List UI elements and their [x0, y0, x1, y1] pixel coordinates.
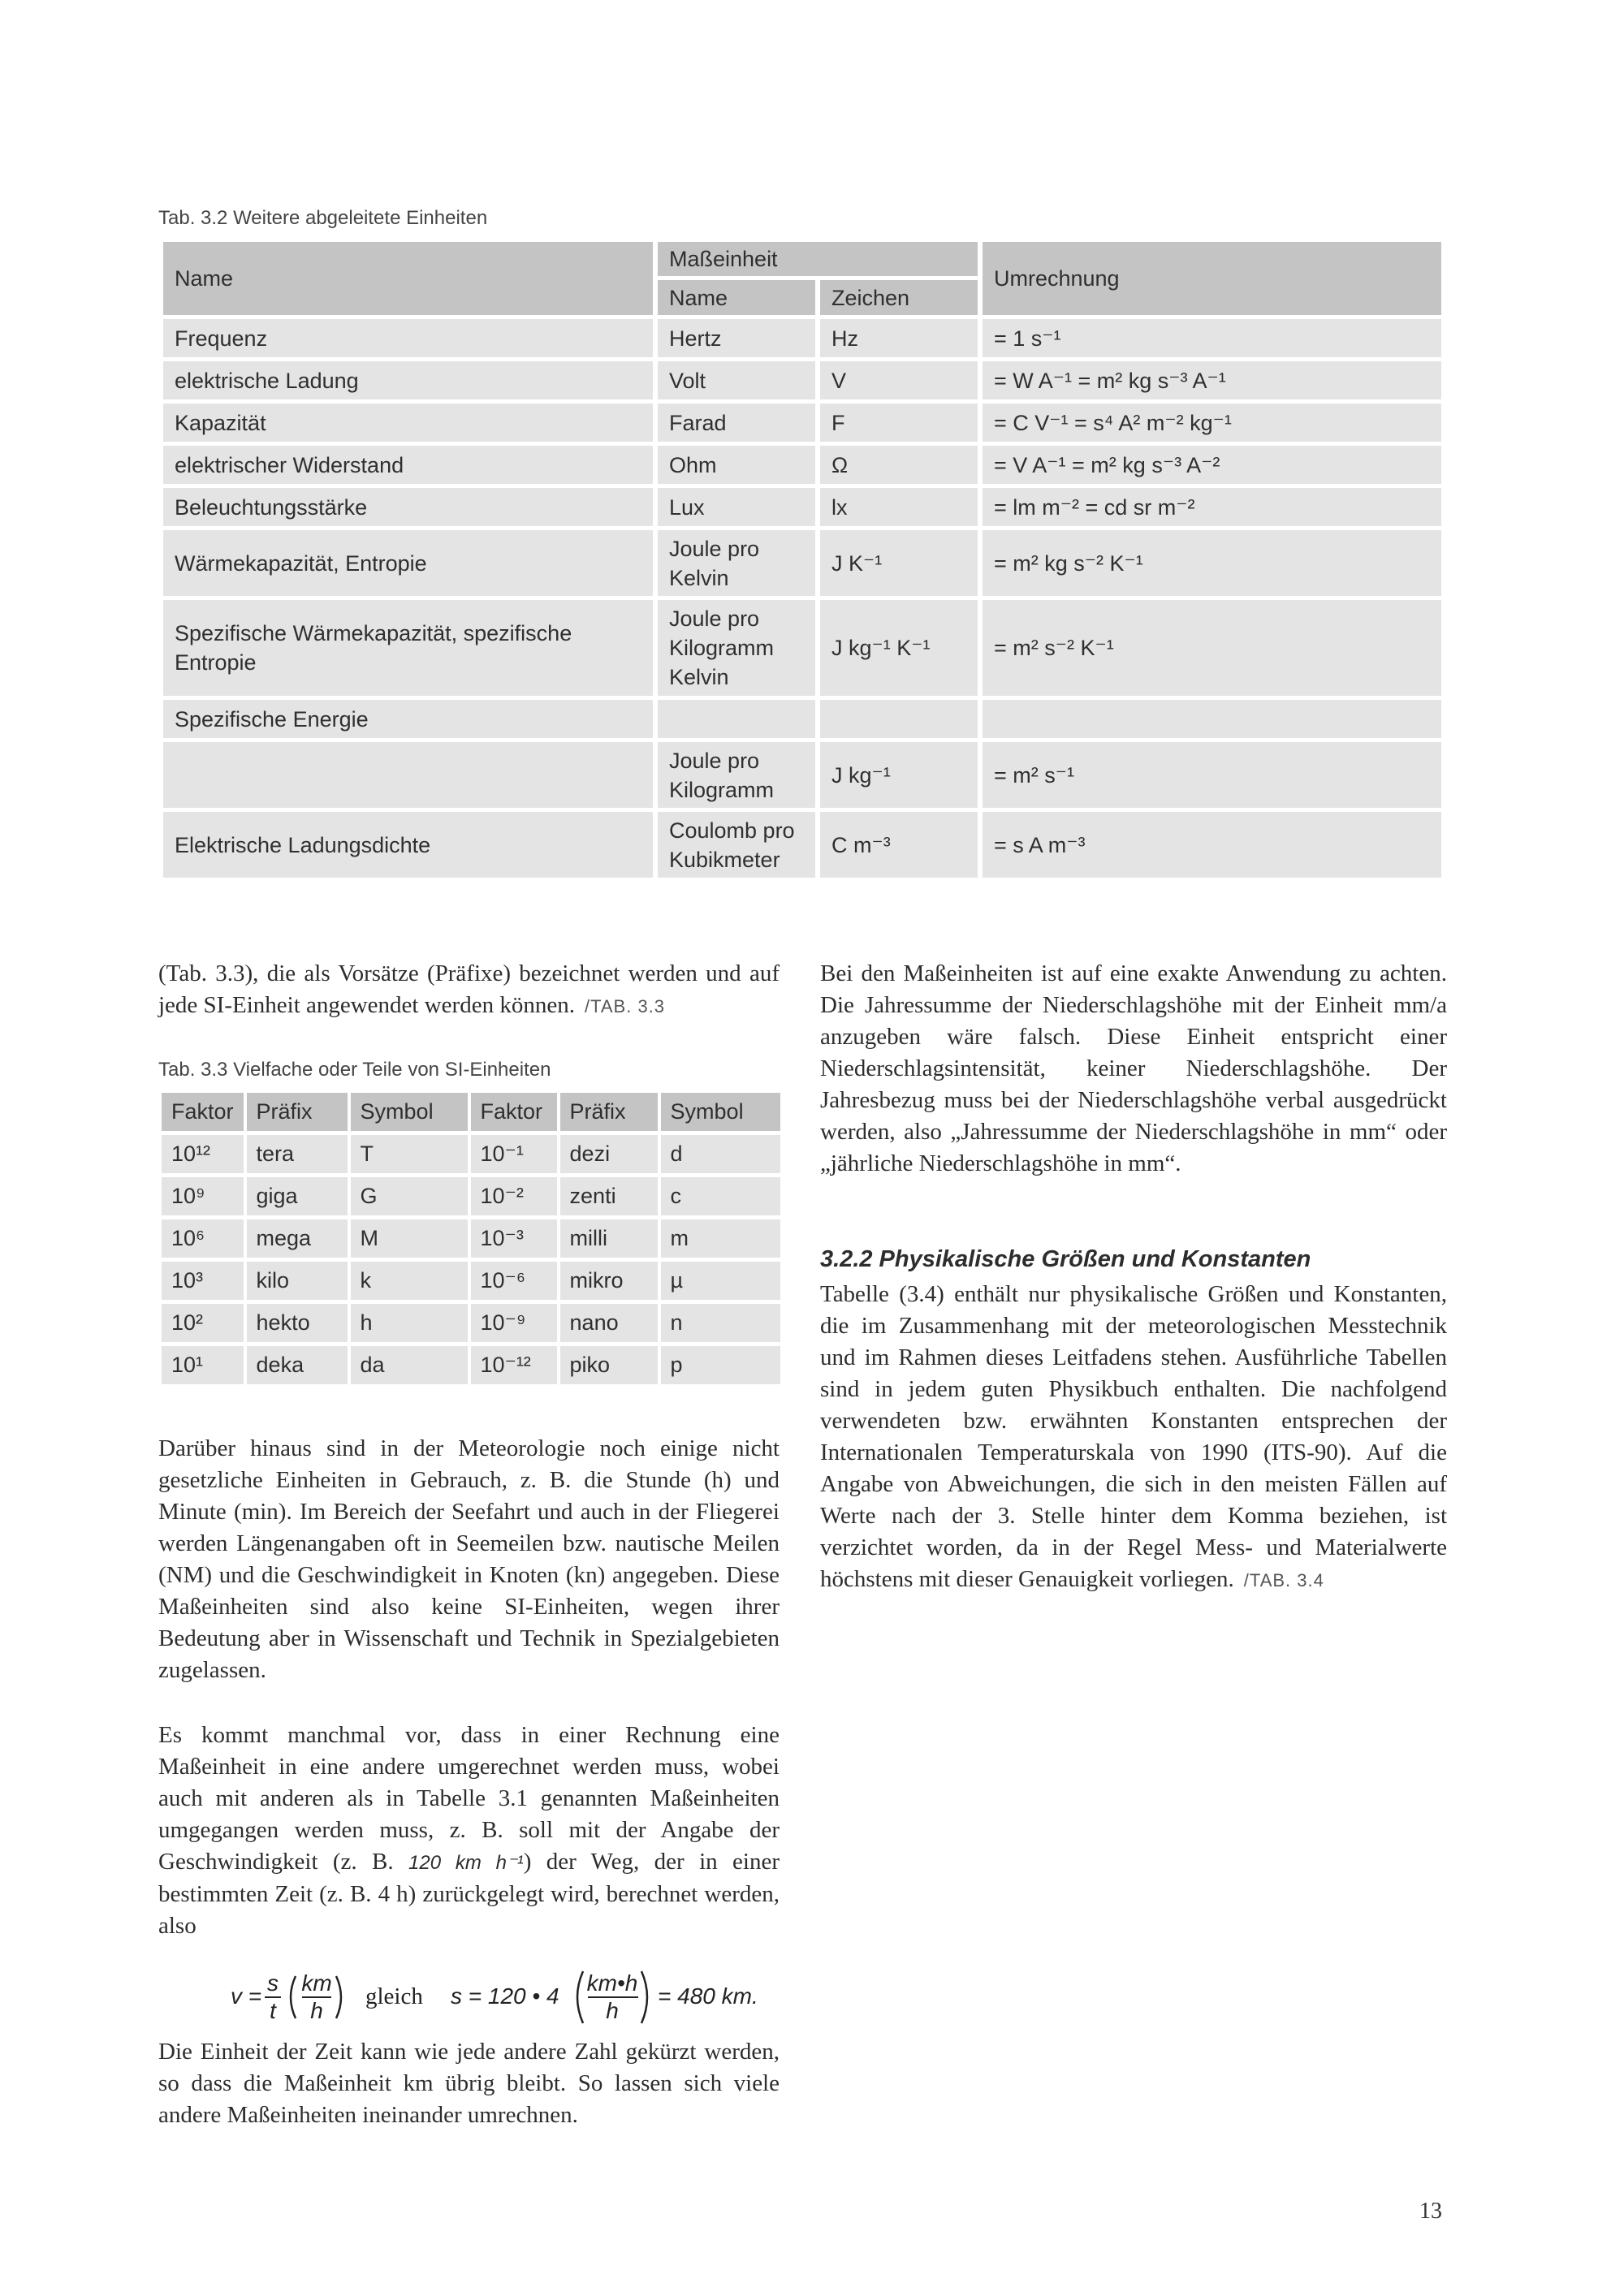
cell-prefix-2: nano	[560, 1304, 658, 1342]
cell-prefix: tera	[247, 1135, 348, 1173]
cell-conversion: = 1 s⁻¹	[983, 319, 1441, 357]
paragraph-conversion	[158, 1720, 780, 1942]
intro-text: (Tab. 3.3), die als Vorsätze (Präfixe) bezeichnet werden und auf jede SI-Einheit angewendet werden können.	[158, 960, 780, 1018]
formula	[227, 1963, 780, 2028]
cell-symbol-2: p	[661, 1346, 780, 1384]
cell-name: elektrische Ladung	[163, 361, 653, 399]
cell-prefix: kilo	[247, 1262, 348, 1300]
cell-name: Kapazität	[163, 404, 653, 442]
cell-symbol: J kg⁻¹ K⁻¹	[820, 600, 978, 696]
paragraph-precipitation: Bei den Maßeinheiten ist auf eine exakte Anwendung zu achten. Die Jahressumme der Niederschlagshöhe mit der Einheit mm/a anzugeben wäre falsch. Diese Einheit entspricht einer Niederschlagsintensität, keiner Niederschlagshöhe. Der Jahresbezug muss bei der Niederschlagshöhe verbal ausgedrückt werden, also „Jahressumme der Niederschlagshöhe in mm“ oder „jährliche Niederschlagshöhe in mm“.	[820, 960, 1447, 1176]
cell-conversion: = m² s⁻² K⁻¹	[983, 600, 1441, 696]
cell-conversion: = lm m⁻² = cd sr m⁻²	[983, 488, 1441, 526]
table-3-2-caption: Tab. 3.2 Weitere abgeleitete Einheiten	[158, 207, 488, 229]
cell-symbol: h	[351, 1304, 468, 1342]
cell-prefix-2: piko	[560, 1346, 658, 1384]
cell-symbol: lx	[820, 488, 978, 526]
paren-left	[291, 1976, 296, 2018]
cell-factor-2: 10⁻⁶	[471, 1262, 557, 1300]
cell-factor-2: 10⁻²	[471, 1177, 557, 1215]
cell-symbol: k	[351, 1262, 468, 1300]
cell-unit: Ohm	[658, 446, 815, 484]
formula-lhs: v =	[231, 1983, 262, 2009]
cell-conversion: = m² kg s⁻² K⁻¹	[983, 530, 1441, 596]
formula-result: = 480 km.	[658, 1983, 758, 2009]
table-row	[162, 1262, 780, 1300]
section-heading: 3.2.2 Physikalische Größen und Konstanten	[820, 1246, 1311, 1272]
formula-unit2-num: km•h	[586, 1970, 638, 1996]
cell-name: Spezifische Energie	[163, 700, 653, 738]
cell-name: Spezifische Wärmekapazität, spezifische Entropie	[163, 600, 653, 696]
table-row	[163, 812, 1441, 878]
cell-factor-2: 10⁻³	[471, 1219, 557, 1258]
header-unit-symbol: Zeichen	[820, 280, 978, 315]
cell-factor: 10¹	[162, 1346, 244, 1384]
table-row	[163, 446, 1441, 484]
header-symbol: Symbol	[351, 1093, 468, 1131]
cell-name: Beleuchtungsstärke	[163, 488, 653, 526]
cell-symbol-2: n	[661, 1304, 780, 1342]
paren-right	[336, 1976, 341, 2018]
paragraph-constants-text: Tabelle (3.4) enthält nur physikalische Größen und Konstanten, die im Zusammenhang mit der meteorologischen Messtechnik und im Rahmen dieses Leitfadens stehen. Ausführliche Tabellen sind in jedem guten Physikbuch enthalten. Die nachfolgend verwendeten bzw. erwähnten Konstanten entsprechen der Internationalen Temperaturskala von 1990 (ITS-90). Auf die Angabe von Abweichungen, die sich in den meisten Fällen auf Werte nach der 3. Stelle hinter dem Komma beziehen, ist verzichtet worden, da in der Regel Mess- und Materialwerte höchstens mit dieser Genauigkeit vorliegen.	[820, 1281, 1447, 1592]
paragraph-conversion-start: Es kommt manchmal vor, dass in einer Rechnung eine Maßeinheit in eine andere umgerechnet werden muss, wobei auch mit anderen als in Tabelle 3.1 genannten Maßeinheiten umgegangen werden muss, z. B. soll mit der Angabe der Geschwindigkeit (z. B.	[158, 1722, 780, 1875]
formula-frac1-num: s	[267, 1970, 279, 1996]
cell-conversion	[983, 700, 1441, 738]
paren-right	[641, 1971, 647, 2023]
formula-graphic	[227, 1963, 780, 2028]
table-row	[162, 1177, 780, 1215]
cell-conversion: = m² s⁻¹	[983, 742, 1441, 808]
cell-symbol	[820, 700, 978, 738]
formula-connector: gleich	[365, 1983, 423, 2009]
table-row	[162, 1135, 780, 1173]
cell-unit: Coulomb pro Kubikmeter	[658, 812, 815, 878]
constants-ref: /TAB. 3.4	[1243, 1570, 1324, 1590]
paragraph-units: Darüber hinaus sind in der Meteorologie noch einige nicht gesetzliche Einheiten in Gebrauch, z. B. die Stunde (h) und Minute (min). Im Bereich der Seefahrt und auch in der Fliegerei werden Längenangaben oft in Seemeilen bzw. nautische Meilen (NM) und die Geschwindigkeit in Knoten (kn) angegeben. Diese Maßeinheiten sind also keine SI-Einheiten, wegen ihrer Bedeutung aber in Wissenschaft und Technik in Spezialgebieten zugelassen.	[158, 1435, 780, 1683]
cell-prefix-2: mikro	[560, 1262, 658, 1300]
cell-name: elektrischer Widerstand	[163, 446, 653, 484]
formula-rhs: s = 120 • 4	[451, 1983, 559, 2009]
cell-symbol: J kg⁻¹	[820, 742, 978, 808]
page-number: 13	[1419, 2199, 1442, 2224]
cell-symbol-2: m	[661, 1219, 780, 1258]
intro-paragraph	[158, 958, 780, 1022]
cell-symbol: M	[351, 1219, 468, 1258]
cell-prefix: deka	[247, 1346, 348, 1384]
paragraph-conversion-end: ) der Weg, der in einer bestimmten Zeit (z. B. 4 h) zurückgelegt wird, berechnet werden, also	[158, 1849, 780, 1939]
table-row	[163, 361, 1441, 399]
paragraph-time-unit: Die Einheit der Zeit kann wie jede andere Zahl gekürzt werden, so dass die Maßeinheit km übrig bleibt. So lassen sich viele andere Maßeinheiten ineinander umrechnen.	[158, 2039, 780, 2128]
formula-unit2-den: h	[606, 1998, 619, 2023]
table-row	[163, 700, 1441, 738]
cell-conversion: = C V⁻¹ = s⁴ A² m⁻² kg⁻¹	[983, 404, 1441, 442]
cell-symbol-2: µ	[661, 1262, 780, 1300]
table-row	[163, 404, 1441, 442]
table-row	[162, 1346, 780, 1384]
cell-symbol: G	[351, 1177, 468, 1215]
cell-symbol: T	[351, 1135, 468, 1173]
header-unit-name: Name	[658, 280, 815, 315]
cell-unit: Joule pro Kilogramm Kelvin	[658, 600, 815, 696]
header-prefix-2: Präfix	[560, 1093, 658, 1131]
header-unit-group: Maßeinheit	[658, 242, 978, 276]
header-symbol-2: Symbol	[661, 1093, 780, 1131]
cell-factor: 10⁶	[162, 1219, 244, 1258]
cell-unit: Volt	[658, 361, 815, 399]
table-row	[163, 742, 1441, 808]
header-conversion: Umrechnung	[983, 242, 1441, 315]
cell-unit	[658, 700, 815, 738]
formula-unit1-num: km	[301, 1970, 332, 1996]
table-row	[163, 530, 1441, 596]
cell-prefix-2: zenti	[560, 1177, 658, 1215]
cell-prefix-2: dezi	[560, 1135, 658, 1173]
formula-frac1-den: t	[270, 1998, 276, 2023]
header-factor: Faktor	[162, 1093, 244, 1131]
cell-symbol: C m⁻³	[820, 812, 978, 878]
header-prefix: Präfix	[247, 1093, 348, 1131]
table-row	[162, 1219, 780, 1258]
table-3-2	[158, 238, 1446, 882]
cell-name	[163, 742, 653, 808]
cell-name: Frequenz	[163, 319, 653, 357]
cell-factor: 10²	[162, 1304, 244, 1342]
header-name: Name	[163, 242, 653, 315]
cell-prefix: hekto	[247, 1304, 348, 1342]
table-3-3	[158, 1089, 784, 1388]
cell-unit: Farad	[658, 404, 815, 442]
cell-conversion: = s A m⁻³	[983, 812, 1441, 878]
formula-unit1-den: h	[310, 1998, 323, 2023]
cell-factor-2: 10⁻⁹	[471, 1304, 557, 1342]
cell-symbol: V	[820, 361, 978, 399]
cell-symbol-2: d	[661, 1135, 780, 1173]
cell-factor: 10⁹	[162, 1177, 244, 1215]
cell-prefix-2: milli	[560, 1219, 658, 1258]
cell-symbol: Ω	[820, 446, 978, 484]
table-3-3-caption: Tab. 3.3 Vielfache oder Teile von SI-Einheiten	[158, 1059, 551, 1081]
paren-left	[577, 1971, 583, 2023]
intro-ref: /TAB. 3.3	[584, 996, 666, 1016]
speed-example: 120 km h⁻¹	[408, 1852, 524, 1874]
cell-unit: Joule pro Kelvin	[658, 530, 815, 596]
cell-symbol: da	[351, 1346, 468, 1384]
cell-name: Wärmekapazität, Entropie	[163, 530, 653, 596]
cell-factor-2: 10⁻¹²	[471, 1346, 557, 1384]
cell-unit: Joule pro Kilogramm	[658, 742, 815, 808]
cell-symbol: J K⁻¹	[820, 530, 978, 596]
cell-conversion: = W A⁻¹ = m² kg s⁻³ A⁻¹	[983, 361, 1441, 399]
table-row	[163, 488, 1441, 526]
paragraph-constants	[820, 1279, 1447, 1596]
cell-prefix: mega	[247, 1219, 348, 1258]
cell-symbol: F	[820, 404, 978, 442]
cell-unit: Hertz	[658, 319, 815, 357]
cell-name: Elektrische Ladungsdichte	[163, 812, 653, 878]
table-row	[163, 319, 1441, 357]
table-row	[163, 600, 1441, 696]
cell-symbol: Hz	[820, 319, 978, 357]
header-factor-2: Faktor	[471, 1093, 557, 1131]
cell-factor: 10¹²	[162, 1135, 244, 1173]
cell-conversion: = V A⁻¹ = m² kg s⁻³ A⁻²	[983, 446, 1441, 484]
cell-factor: 10³	[162, 1262, 244, 1300]
cell-factor-2: 10⁻¹	[471, 1135, 557, 1173]
cell-unit: Lux	[658, 488, 815, 526]
cell-symbol-2: c	[661, 1177, 780, 1215]
table-row	[162, 1304, 780, 1342]
cell-prefix: giga	[247, 1177, 348, 1215]
